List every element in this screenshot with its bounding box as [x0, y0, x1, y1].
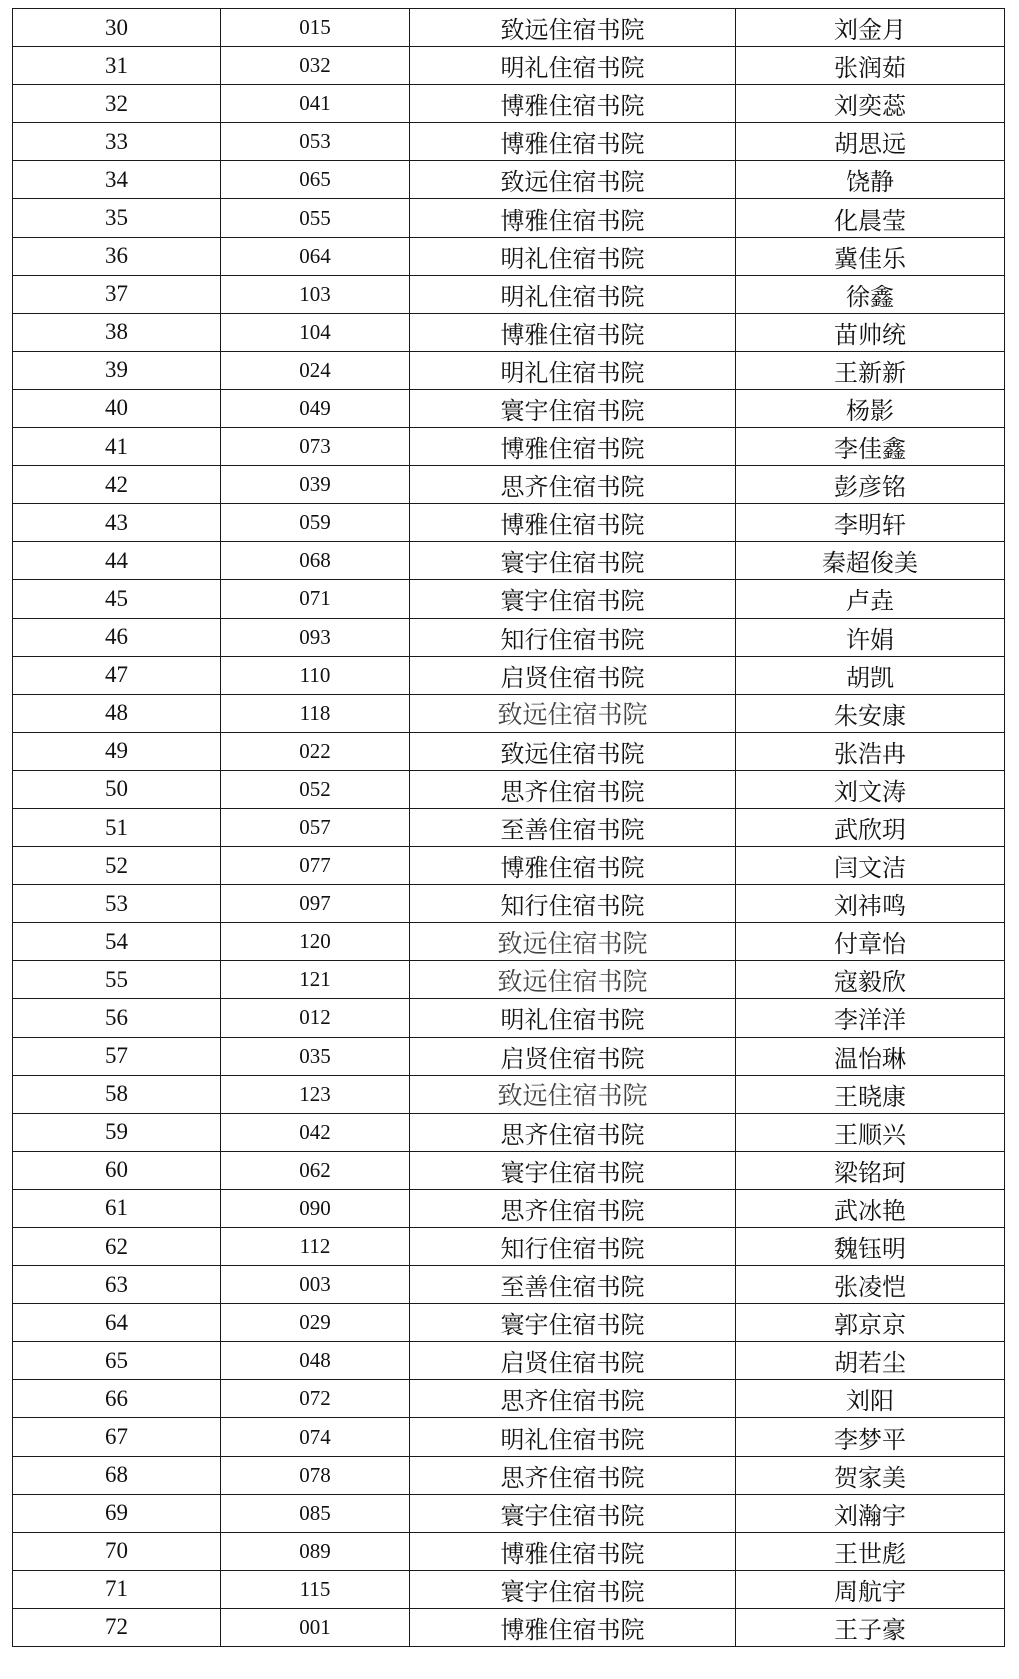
- student-name-cell: 王新新: [736, 351, 1005, 389]
- student-code-cell: 068: [221, 542, 410, 580]
- student-name-cell: 朱安康: [736, 694, 1005, 732]
- college-cell: 博雅住宿书院: [410, 85, 736, 123]
- table-row: [13, 389, 1005, 427]
- college-cell: 明礼住宿书院: [410, 47, 736, 85]
- student-name-cell: 刘金月: [736, 9, 1005, 47]
- row-number-cell: 40: [13, 389, 221, 427]
- college-cell: 至善住宿书院: [410, 1266, 736, 1304]
- student-code-cell: 073: [221, 428, 410, 466]
- college-cell: 寰宇住宿书院: [410, 1570, 736, 1608]
- table-row: [13, 85, 1005, 123]
- row-number-cell: 58: [13, 1075, 221, 1113]
- college-cell: 至善住宿书院: [410, 808, 736, 846]
- table-row: [13, 885, 1005, 923]
- table-row: [13, 123, 1005, 161]
- college-cell: 寰宇住宿书院: [410, 542, 736, 580]
- row-number-cell: 42: [13, 466, 221, 504]
- row-number-cell: 60: [13, 1151, 221, 1189]
- row-number-cell: 37: [13, 275, 221, 313]
- college-cell: 启贤住宿书院: [410, 1037, 736, 1075]
- college-cell: 明礼住宿书院: [410, 351, 736, 389]
- row-number-cell: 71: [13, 1570, 221, 1608]
- college-cell: 致远住宿书院: [410, 961, 736, 999]
- table-row: [13, 999, 1005, 1037]
- student-code-cell: 022: [221, 732, 410, 770]
- student-name-cell: 寇毅欣: [736, 961, 1005, 999]
- college-cell: 寰宇住宿书院: [410, 389, 736, 427]
- college-cell: 博雅住宿书院: [410, 428, 736, 466]
- table-row: [13, 237, 1005, 275]
- table-row: [13, 1570, 1005, 1608]
- row-number-cell: 65: [13, 1342, 221, 1380]
- table-row: [13, 1456, 1005, 1494]
- student-name-cell: 胡思远: [736, 123, 1005, 161]
- student-code-cell: 055: [221, 199, 410, 237]
- student-code-cell: 001: [221, 1608, 410, 1646]
- row-number-cell: 47: [13, 656, 221, 694]
- student-name-cell: 王晓康: [736, 1075, 1005, 1113]
- student-code-cell: 077: [221, 847, 410, 885]
- college-cell: 博雅住宿书院: [410, 504, 736, 542]
- student-code-cell: 015: [221, 9, 410, 47]
- row-number-cell: 63: [13, 1266, 221, 1304]
- row-number-cell: 56: [13, 999, 221, 1037]
- college-cell: 思齐住宿书院: [410, 1113, 736, 1151]
- college-cell: 启贤住宿书院: [410, 656, 736, 694]
- student-name-cell: 王子豪: [736, 1608, 1005, 1646]
- student-name-cell: 王顺兴: [736, 1113, 1005, 1151]
- student-name-cell: 刘瀚宇: [736, 1494, 1005, 1532]
- student-name-cell: 闫文洁: [736, 847, 1005, 885]
- table-row: [13, 732, 1005, 770]
- row-number-cell: 33: [13, 123, 221, 161]
- student-name-cell: 刘奕蕊: [736, 85, 1005, 123]
- college-cell: 启贤住宿书院: [410, 1342, 736, 1380]
- student-code-cell: 123: [221, 1075, 410, 1113]
- row-number-cell: 67: [13, 1418, 221, 1456]
- student-name-cell: 化晨莹: [736, 199, 1005, 237]
- row-number-cell: 54: [13, 923, 221, 961]
- student-code-cell: 059: [221, 504, 410, 542]
- college-cell: 致远住宿书院: [410, 161, 736, 199]
- student-name-cell: 胡凯: [736, 656, 1005, 694]
- table-row: [13, 694, 1005, 732]
- student-name-cell: 温怡琳: [736, 1037, 1005, 1075]
- row-number-cell: 34: [13, 161, 221, 199]
- student-code-cell: 024: [221, 351, 410, 389]
- table-row: [13, 770, 1005, 808]
- table-row: [13, 923, 1005, 961]
- row-number-cell: 69: [13, 1494, 221, 1532]
- student-code-cell: 118: [221, 694, 410, 732]
- college-cell: 博雅住宿书院: [410, 1608, 736, 1646]
- student-name-cell: 张润茹: [736, 47, 1005, 85]
- row-number-cell: 36: [13, 237, 221, 275]
- college-cell: 知行住宿书院: [410, 885, 736, 923]
- college-cell: 致远住宿书院: [410, 1075, 736, 1113]
- college-cell: 寰宇住宿书院: [410, 1151, 736, 1189]
- student-code-cell: 110: [221, 656, 410, 694]
- row-number-cell: 46: [13, 618, 221, 656]
- table-row: [13, 580, 1005, 618]
- student-name-cell: 付章怡: [736, 923, 1005, 961]
- student-code-cell: 089: [221, 1532, 410, 1570]
- student-code-cell: 057: [221, 808, 410, 846]
- table-row: [13, 1532, 1005, 1570]
- student-code-cell: 071: [221, 580, 410, 618]
- row-number-cell: 49: [13, 732, 221, 770]
- row-number-cell: 72: [13, 1608, 221, 1646]
- student-name-cell: 李明轩: [736, 504, 1005, 542]
- table-row: [13, 1266, 1005, 1304]
- student-name-cell: 徐鑫: [736, 275, 1005, 313]
- college-cell: 思齐住宿书院: [410, 1456, 736, 1494]
- table-row: [13, 1342, 1005, 1380]
- student-code-cell: 072: [221, 1380, 410, 1418]
- student-name-cell: 卢垚: [736, 580, 1005, 618]
- student-code-cell: 115: [221, 1570, 410, 1608]
- row-number-cell: 43: [13, 504, 221, 542]
- student-code-cell: 078: [221, 1456, 410, 1494]
- table-row: [13, 1418, 1005, 1456]
- student-code-cell: 048: [221, 1342, 410, 1380]
- table-row: [13, 1075, 1005, 1113]
- table-row: [13, 313, 1005, 351]
- row-number-cell: 64: [13, 1304, 221, 1342]
- college-cell: 明礼住宿书院: [410, 237, 736, 275]
- college-cell: 知行住宿书院: [410, 618, 736, 656]
- row-number-cell: 50: [13, 770, 221, 808]
- college-cell: 博雅住宿书院: [410, 1532, 736, 1570]
- college-cell: 致远住宿书院: [410, 694, 736, 732]
- student-code-cell: 064: [221, 237, 410, 275]
- student-code-cell: 032: [221, 47, 410, 85]
- row-number-cell: 62: [13, 1228, 221, 1266]
- college-cell: 明礼住宿书院: [410, 1418, 736, 1456]
- row-number-cell: 31: [13, 47, 221, 85]
- table-row: [13, 1228, 1005, 1266]
- table-row: [13, 1380, 1005, 1418]
- student-code-cell: 093: [221, 618, 410, 656]
- college-cell: 明礼住宿书院: [410, 999, 736, 1037]
- row-number-cell: 44: [13, 542, 221, 580]
- row-number-cell: 32: [13, 85, 221, 123]
- row-number-cell: 66: [13, 1380, 221, 1418]
- student-name-cell: 张浩冉: [736, 732, 1005, 770]
- student-name-cell: 张凌恺: [736, 1266, 1005, 1304]
- student-name-cell: 秦超俊美: [736, 542, 1005, 580]
- college-cell: 致远住宿书院: [410, 923, 736, 961]
- college-cell: 致远住宿书院: [410, 9, 736, 47]
- college-cell: 博雅住宿书院: [410, 847, 736, 885]
- student-name-cell: 许娟: [736, 618, 1005, 656]
- student-code-cell: 049: [221, 389, 410, 427]
- table-row: [13, 504, 1005, 542]
- student-code-cell: 035: [221, 1037, 410, 1075]
- college-cell: 思齐住宿书院: [410, 770, 736, 808]
- table-row: [13, 808, 1005, 846]
- row-number-cell: 68: [13, 1456, 221, 1494]
- student-name-cell: 王世彪: [736, 1532, 1005, 1570]
- student-code-cell: 062: [221, 1151, 410, 1189]
- student-name-cell: 贺家美: [736, 1456, 1005, 1494]
- student-name-cell: 周航宇: [736, 1570, 1005, 1608]
- student-code-cell: 085: [221, 1494, 410, 1532]
- student-name-cell: 李洋洋: [736, 999, 1005, 1037]
- student-name-cell: 杨影: [736, 389, 1005, 427]
- row-number-cell: 59: [13, 1113, 221, 1151]
- student-name-cell: 刘祎鸣: [736, 885, 1005, 923]
- row-number-cell: 57: [13, 1037, 221, 1075]
- student-name-cell: 刘文涛: [736, 770, 1005, 808]
- row-number-cell: 55: [13, 961, 221, 999]
- roster-table-body: [13, 9, 1005, 1647]
- student-name-cell: 武冰艳: [736, 1189, 1005, 1227]
- student-name-cell: 李梦平: [736, 1418, 1005, 1456]
- table-row: [13, 161, 1005, 199]
- student-name-cell: 胡若尘: [736, 1342, 1005, 1380]
- table-row: [13, 275, 1005, 313]
- table-row: [13, 9, 1005, 47]
- table-row: [13, 847, 1005, 885]
- row-number-cell: 48: [13, 694, 221, 732]
- table-row: [13, 1189, 1005, 1227]
- row-number-cell: 41: [13, 428, 221, 466]
- student-code-cell: 052: [221, 770, 410, 808]
- student-name-cell: 武欣玥: [736, 808, 1005, 846]
- table-row: [13, 199, 1005, 237]
- student-name-cell: 梁铭珂: [736, 1151, 1005, 1189]
- student-code-cell: 029: [221, 1304, 410, 1342]
- student-code-cell: 065: [221, 161, 410, 199]
- student-name-cell: 李佳鑫: [736, 428, 1005, 466]
- row-number-cell: 61: [13, 1189, 221, 1227]
- student-code-cell: 074: [221, 1418, 410, 1456]
- student-code-cell: 112: [221, 1228, 410, 1266]
- student-code-cell: 053: [221, 123, 410, 161]
- table-row: [13, 466, 1005, 504]
- row-number-cell: 30: [13, 9, 221, 47]
- college-cell: 知行住宿书院: [410, 1228, 736, 1266]
- student-code-cell: 121: [221, 961, 410, 999]
- row-number-cell: 39: [13, 351, 221, 389]
- student-code-cell: 012: [221, 999, 410, 1037]
- college-cell: 致远住宿书院: [410, 732, 736, 770]
- row-number-cell: 52: [13, 847, 221, 885]
- student-code-cell: 041: [221, 85, 410, 123]
- student-code-cell: 104: [221, 313, 410, 351]
- row-number-cell: 70: [13, 1532, 221, 1570]
- row-number-cell: 51: [13, 808, 221, 846]
- row-number-cell: 53: [13, 885, 221, 923]
- table-row: [13, 1494, 1005, 1532]
- row-number-cell: 38: [13, 313, 221, 351]
- student-code-cell: 042: [221, 1113, 410, 1151]
- table-row: [13, 542, 1005, 580]
- student-name-cell: 彭彦铭: [736, 466, 1005, 504]
- college-cell: 寰宇住宿书院: [410, 1494, 736, 1532]
- college-cell: 博雅住宿书院: [410, 123, 736, 161]
- student-code-cell: 103: [221, 275, 410, 313]
- row-number-cell: 45: [13, 580, 221, 618]
- student-code-cell: 120: [221, 923, 410, 961]
- college-cell: 寰宇住宿书院: [410, 580, 736, 618]
- college-cell: 博雅住宿书院: [410, 199, 736, 237]
- table-row: [13, 1304, 1005, 1342]
- table-row: [13, 1037, 1005, 1075]
- table-row: [13, 1151, 1005, 1189]
- college-cell: 寰宇住宿书院: [410, 1304, 736, 1342]
- table-row: [13, 428, 1005, 466]
- college-cell: 博雅住宿书院: [410, 313, 736, 351]
- student-code-cell: 097: [221, 885, 410, 923]
- student-name-cell: 郭京京: [736, 1304, 1005, 1342]
- college-cell: 思齐住宿书院: [410, 1189, 736, 1227]
- college-cell: 思齐住宿书院: [410, 466, 736, 504]
- table-row: [13, 618, 1005, 656]
- student-name-cell: 苗帅统: [736, 313, 1005, 351]
- student-code-cell: 090: [221, 1189, 410, 1227]
- student-name-cell: 冀佳乐: [736, 237, 1005, 275]
- table-row: [13, 1608, 1005, 1646]
- student-name-cell: 刘阳: [736, 1380, 1005, 1418]
- student-name-cell: 魏钰明: [736, 1228, 1005, 1266]
- student-name-cell: 饶静: [736, 161, 1005, 199]
- table-row: [13, 47, 1005, 85]
- roster-table: [12, 8, 1005, 1647]
- college-cell: 思齐住宿书院: [410, 1380, 736, 1418]
- student-code-cell: 003: [221, 1266, 410, 1304]
- student-code-cell: 039: [221, 466, 410, 504]
- table-row: [13, 1113, 1005, 1151]
- row-number-cell: 35: [13, 199, 221, 237]
- table-row: [13, 961, 1005, 999]
- table-row: [13, 656, 1005, 694]
- table-row: [13, 351, 1005, 389]
- college-cell: 明礼住宿书院: [410, 275, 736, 313]
